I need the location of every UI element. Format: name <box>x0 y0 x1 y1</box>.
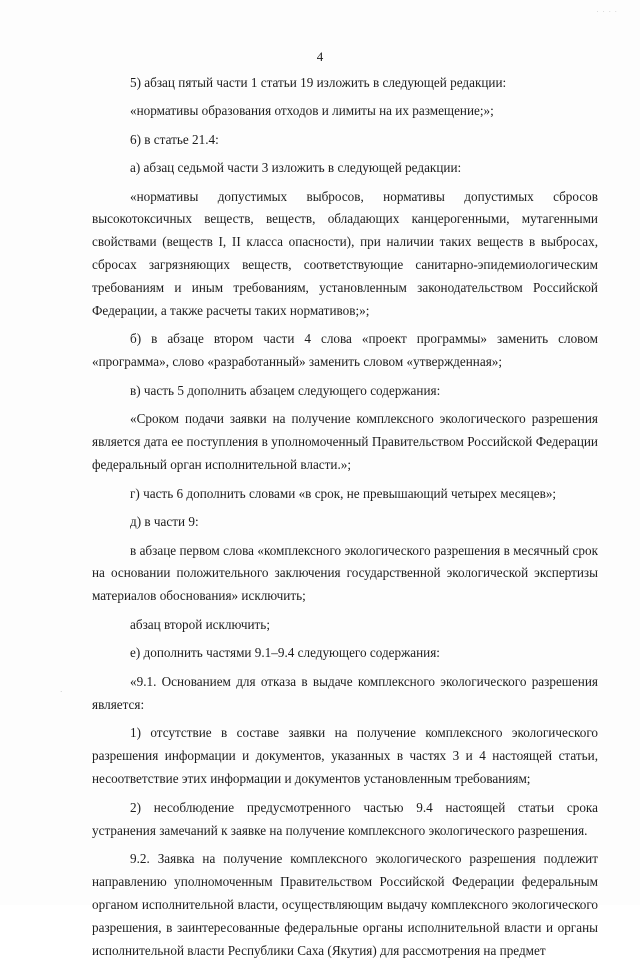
margin-tick-mark: · <box>60 688 63 696</box>
paragraph-quote-emission-norms: «нормативы допустимых выбросов, нормативы допустимых сбросов высокотоксичных веществ, веществ, обладающих канцерогенными, мутагенными свойствами (веществ I, II класса опасности), при наличии таких веществ в выбросах, сбросах загрязняющих веществ, соответствующие санитарно-эпидемиологическим требованиям и иным требованиям, установленным законодательством Российской Федерации, а также расчеты таких нормативов;»; <box>92 188 598 318</box>
paragraph-b-part-4: б) в абзаце втором части 4 слова «проект программы» заменить словом «программа», слово «разработанный» заменить словом «утвержденная»; <box>92 331 598 370</box>
page-number: 4 <box>316 49 324 64</box>
paragraph-5-article-19: 5) абзац пятый части 1 статьи 19 изложить в следующей редакции: <box>130 75 507 90</box>
paragraph-first-abzac: в абзаце первом слова «комплексного экологического разрешения в месячный срок на основании положительного заключения государственной экологической экспертизы материалов обоснования» исключить; <box>92 542 598 604</box>
paragraph-9-1: «9.1. Основанием для отказа в выдаче комплексного экологического разрешения является: <box>92 673 598 712</box>
paragraph-9-1-item-1: 1) отсутствие в составе заявки на получение комплексного экологического разрешения информации и документов, указанных в частях 3 и 4 настоящей статьи, несоответствие этих информации и документов установленным требованиям; <box>92 725 598 786</box>
corner-mark: · · · · <box>596 8 618 16</box>
paragraph-quote-application-date: «Сроком подачи заявки на получение комплексного экологического разрешения является дата ее поступления в уполномоченный Правительством Российской Федерации федеральный орган исполнительной власти.»; <box>92 411 598 472</box>
paragraph-6-article-21-4: 6) в статье 21.4: <box>130 131 219 147</box>
paragraph-second-abzac-removed: абзац второй исключить; <box>130 617 270 632</box>
paragraph-9-2: 9.2. Заявка на получение комплексного экологического разрешения подлежит направлению уполномоченным Правительством Российской Федерации федеральным органом исполнительной власти, осуществляющим выдачу комплексного экологического разрешения, в заинтересованные федеральные органы исполнительной власти и органы исполнительной власти Республики Саха (Якутия) для рассмотрения на предмет <box>92 851 598 958</box>
document-body <box>92 72 598 962</box>
paragraph-g-part-6: г) часть 6 дополнить словами «в срок, не превышающий четырех месяцев»; <box>130 485 557 501</box>
paragraph-e-parts-9-1-9-4: е) дополнить частями 9.1–9.4 следующего содержания: <box>130 645 440 661</box>
paragraph-9-1-item-2: 2) несоблюдение предусмотренного частью 9.4 настоящей статьи срока устранения замечаний к заявке на получение комплексного экологического разрешения. <box>92 799 598 838</box>
paragraph-quote-waste-norms: «нормативы образования отходов и лимиты на их размещение;»; <box>130 103 494 119</box>
paragraph-d-part-9: д) в части 9: <box>130 514 199 530</box>
paragraph-v-part-5: в) часть 5 дополнить абзацем следующего содержания: <box>130 383 441 398</box>
paragraph-a-part-3: а) абзац седьмой части 3 изложить в следующей редакции: <box>130 160 462 176</box>
